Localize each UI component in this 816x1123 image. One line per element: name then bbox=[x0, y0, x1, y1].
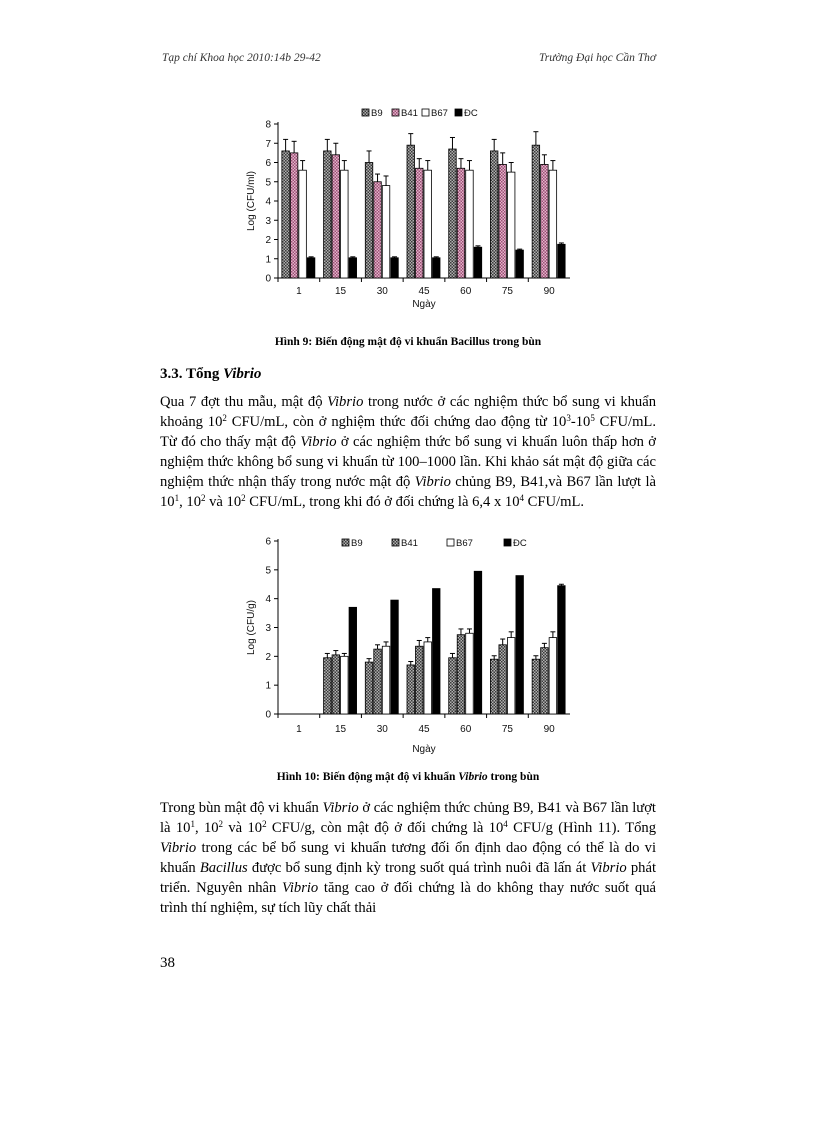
y-axis-title: Log (CFU/ml) bbox=[246, 170, 257, 232]
bar-b67 bbox=[466, 170, 474, 278]
bar-đc bbox=[516, 576, 524, 714]
y-tick-label: 6 bbox=[265, 536, 271, 548]
x-tick-label: 1 bbox=[296, 724, 302, 735]
legend-swatch-b67 bbox=[447, 539, 454, 546]
bar-b41 bbox=[290, 153, 298, 278]
bar-b41 bbox=[499, 645, 507, 714]
bar-b9 bbox=[490, 659, 498, 714]
legend-swatch-đc bbox=[504, 539, 511, 546]
bar-b67 bbox=[424, 170, 432, 278]
bar-b9 bbox=[282, 151, 290, 278]
x-tick-label: 60 bbox=[460, 724, 472, 735]
bar-b67 bbox=[549, 170, 557, 278]
legend-label-đc: ĐC bbox=[513, 538, 527, 549]
bar-b67 bbox=[382, 186, 390, 278]
y-axis-title: Log (CFU/g) bbox=[246, 599, 257, 656]
legend-swatch-b67 bbox=[422, 109, 429, 116]
bar-b41 bbox=[499, 164, 507, 278]
y-tick-label: 5 bbox=[265, 177, 271, 189]
bar-b41 bbox=[374, 182, 382, 278]
section-heading-vibrio: Vibrio bbox=[223, 366, 262, 382]
bar-b9 bbox=[324, 151, 332, 278]
y-tick-label: 1 bbox=[265, 680, 271, 692]
bar-b67 bbox=[341, 656, 349, 714]
legend-swatch-b9 bbox=[362, 109, 369, 116]
bar-b9 bbox=[449, 658, 457, 714]
journal-header: Tạp chí Khoa học 2010:14b 29-42 bbox=[162, 52, 321, 64]
legend-swatch-b41 bbox=[392, 539, 399, 546]
bar-b41 bbox=[416, 646, 424, 714]
section-heading-text: 3.3. Tổng bbox=[160, 366, 224, 382]
legend-label-b41: B41 bbox=[401, 538, 418, 549]
figure-10-svg bbox=[240, 532, 580, 764]
bar-b67 bbox=[382, 646, 390, 714]
x-tick-label: 15 bbox=[335, 724, 347, 735]
x-tick-label: 90 bbox=[543, 286, 555, 297]
figure-9-chart bbox=[240, 100, 580, 322]
legend-label-b41: B41 bbox=[401, 108, 418, 119]
bar-đc bbox=[391, 600, 399, 714]
figure-10-caption: Hình 10: Biến động mật độ vi khuẩn Vibrio trong bùn bbox=[276, 771, 540, 783]
bar-đc bbox=[391, 258, 399, 278]
paragraph-2: Trong bùn mật độ vi khuẩn Vibrio ở các nghiệm thức chủng B9, B41 và B67 lần lượt là $10^1$, $10^2$ và $10^2$ CFU/g, còn mật độ ở đối chứng là $10^4$ CFU/g (Hình 11). Tổng Vibrio trong các bể bổ sung vi khuẩn tương đối ổn định dao động có thể là do vi khuẩn Bacillus được bổ sung định kỳ trong suốt quá trình nuôi đã lấn át Vibrio phát triển. Nguyên nhân Vibrio tăng cao ở đối chứng là do không thay nước suốt quá trình thí nghiệm, sự tích lũy chất thải bbox=[160, 800, 657, 916]
legend-swatch-b9 bbox=[342, 539, 349, 546]
bar-b41 bbox=[374, 649, 382, 714]
bar-b67 bbox=[341, 170, 349, 278]
y-tick-label: 3 bbox=[265, 215, 271, 227]
x-tick-label: 1 bbox=[296, 286, 302, 297]
bar-đc bbox=[433, 589, 441, 714]
bar-đc bbox=[558, 586, 566, 714]
figure-9-caption: Hình 9: Biến động mật độ vi khuẩn Bacillus trong bùn bbox=[274, 336, 542, 348]
page-number: 38 bbox=[160, 955, 175, 971]
x-tick-label: 45 bbox=[418, 724, 430, 735]
y-tick-label: 8 bbox=[265, 119, 271, 131]
y-tick-label: 1 bbox=[265, 254, 271, 266]
bar-b67 bbox=[507, 638, 515, 714]
bar-b67 bbox=[466, 633, 474, 714]
x-tick-label: 30 bbox=[376, 286, 388, 297]
legend-label-b9: B9 bbox=[371, 108, 383, 119]
legend-swatch-đc bbox=[455, 109, 462, 116]
bar-b41 bbox=[457, 168, 465, 278]
bar-b67 bbox=[299, 170, 307, 278]
y-tick-label: 0 bbox=[265, 709, 271, 721]
bar-đc bbox=[516, 250, 524, 278]
bar-b41 bbox=[457, 635, 465, 714]
bar-b9 bbox=[532, 659, 540, 714]
legend-swatch-b41 bbox=[392, 109, 399, 116]
figure-9-svg bbox=[240, 100, 580, 322]
bar-đc bbox=[474, 571, 482, 714]
paragraph-1: Qua 7 đợt thu mẫu, mật độ Vibrio trong nước ở các nghiệm thức bổ sung vi khuẩn khoảng $10^2$ CFU/mL, còn ở nghiệm thức đối chứng dao động từ $10^3-10^5$ CFU/mL. Từ đó cho thấy mật độ Vibrio ở các nghiệm thức bổ sung vi khuẩn luôn thấp hơn ở nghiệm thức không bổ sung vi khuẩn từ 100–1000 lần. Khi khảo sát mật độ giữa các nghiệm thức nhận thấy trong nước mật độ Vibrio chủng B9, B41,và B67 lần lượt là $10^1$, $10^2$ và $10^2$ CFU/mL, trong khi đó ở đối chứng là 6,4 x $10^4$ CFU/mL. bbox=[160, 394, 656, 510]
bar-b41 bbox=[332, 655, 340, 714]
bar-đc bbox=[433, 258, 441, 278]
bar-đc bbox=[307, 258, 315, 278]
x-axis-title: Ngày bbox=[412, 744, 436, 755]
x-tick-label: 60 bbox=[460, 286, 472, 297]
bar-b9 bbox=[407, 145, 415, 278]
section-heading bbox=[160, 366, 261, 383]
bar-đc bbox=[349, 607, 357, 714]
bar-b9 bbox=[407, 665, 415, 714]
x-tick-label: 45 bbox=[418, 286, 430, 297]
figure-10-chart bbox=[240, 532, 580, 764]
y-tick-label: 6 bbox=[265, 158, 271, 169]
legend-label-b67: B67 bbox=[431, 108, 448, 119]
bar-b67 bbox=[424, 642, 432, 714]
x-tick-label: 75 bbox=[501, 724, 513, 735]
y-tick-label: 2 bbox=[265, 235, 271, 246]
bar-b41 bbox=[541, 164, 549, 278]
bar-đc bbox=[349, 258, 357, 278]
bar-b9 bbox=[532, 145, 540, 278]
y-tick-label: 4 bbox=[265, 594, 271, 606]
y-tick-label: 2 bbox=[265, 651, 271, 663]
legend-label-đc: ĐC bbox=[464, 108, 478, 119]
bar-đc bbox=[474, 247, 482, 278]
x-axis-title: Ngày bbox=[412, 299, 436, 310]
bar-b41 bbox=[416, 168, 424, 278]
legend-label-b67: B67 bbox=[456, 538, 473, 549]
y-tick-label: 7 bbox=[265, 138, 271, 150]
x-tick-label: 15 bbox=[335, 286, 347, 297]
bar-b9 bbox=[449, 149, 457, 278]
y-tick-label: 5 bbox=[265, 565, 271, 577]
bar-b9 bbox=[324, 658, 332, 714]
bar-đc bbox=[558, 244, 566, 278]
x-tick-label: 30 bbox=[376, 724, 388, 735]
bar-b67 bbox=[507, 172, 515, 278]
bar-b9 bbox=[365, 662, 373, 714]
y-tick-label: 0 bbox=[265, 273, 271, 285]
legend-label-b9: B9 bbox=[351, 538, 363, 549]
y-tick-label: 3 bbox=[265, 623, 271, 634]
bar-b41 bbox=[541, 648, 549, 714]
x-tick-label: 75 bbox=[501, 286, 513, 297]
x-tick-label: 90 bbox=[543, 724, 555, 735]
bar-b9 bbox=[365, 163, 373, 279]
bar-b9 bbox=[490, 151, 498, 278]
university-header: Trường Đại học Cần Thơ bbox=[539, 52, 656, 64]
bar-b41 bbox=[332, 155, 340, 278]
bar-b67 bbox=[549, 638, 557, 714]
y-tick-label: 4 bbox=[265, 196, 271, 208]
